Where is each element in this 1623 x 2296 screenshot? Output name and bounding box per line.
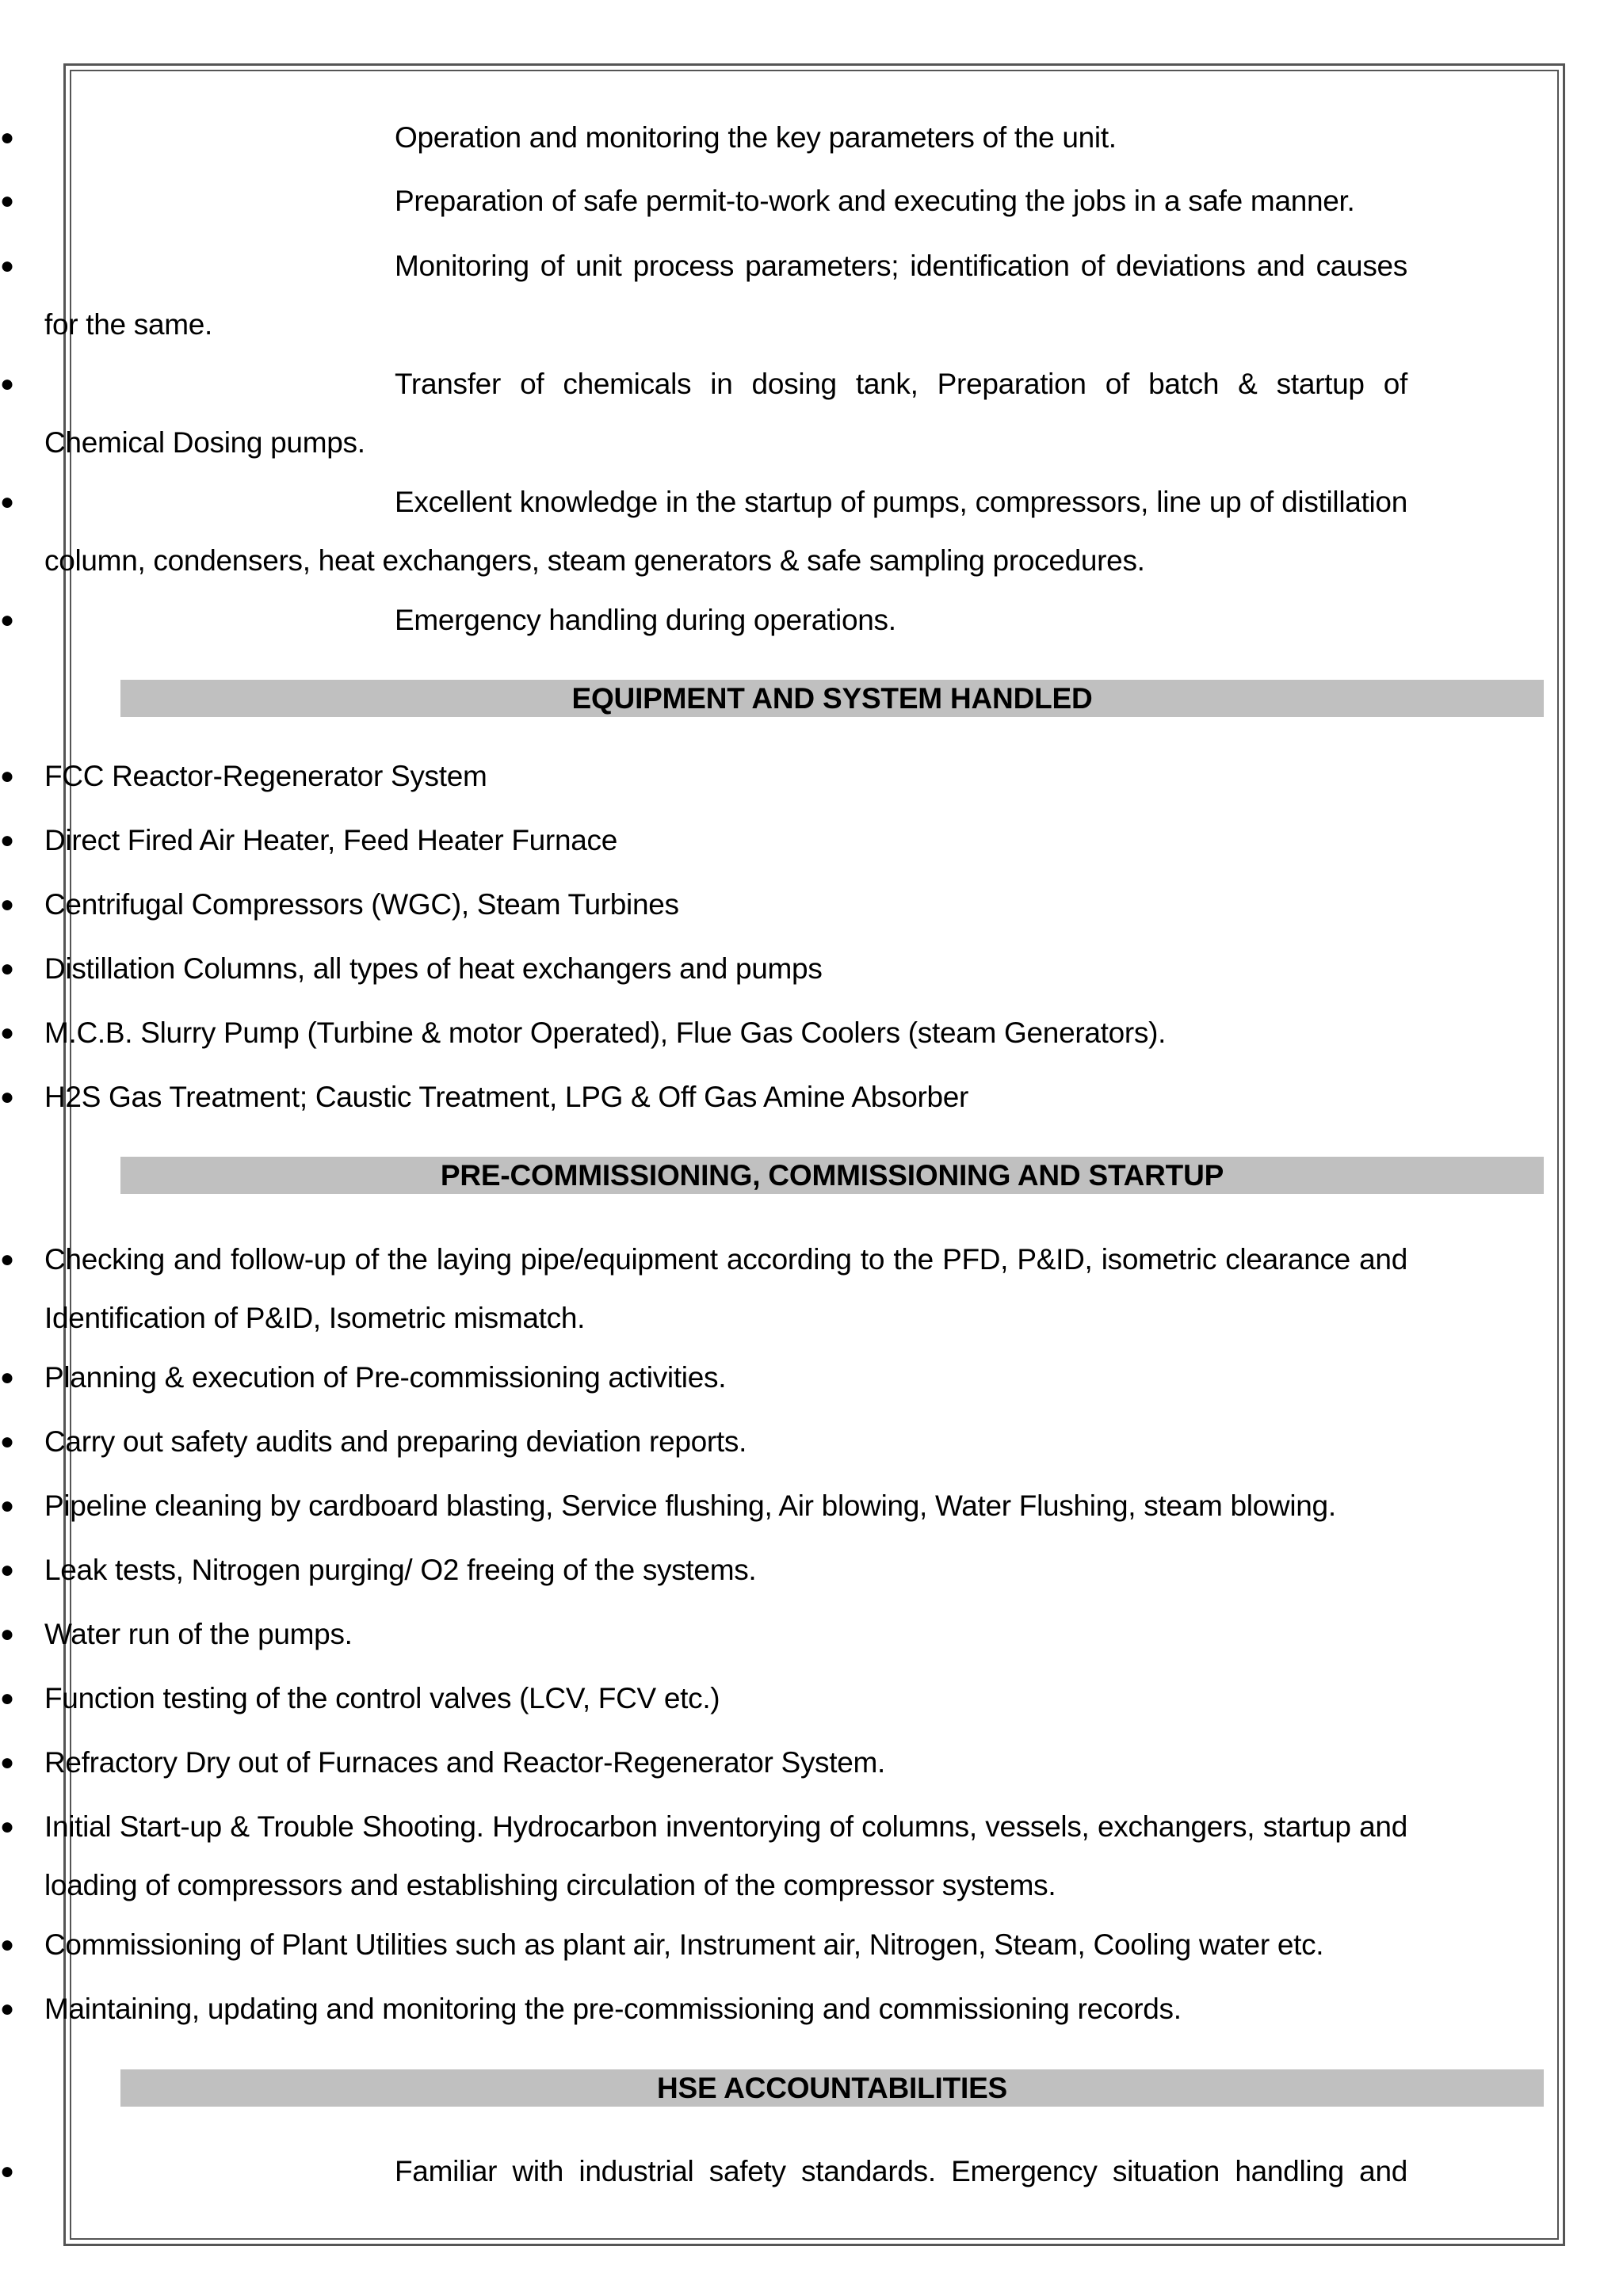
- list-item: [0, 1413, 1423, 1471]
- list-item: [0, 940, 1423, 998]
- list-item-text: Distillation Columns, all types of heat exchangers and pumps: [44, 952, 823, 985]
- list-item: [0, 1004, 1423, 1062]
- list-item-text: Maintaining, updating and monitoring the pre-commissioning and commissioning records.: [44, 1993, 1182, 2025]
- list-item-text: Emergency handling during operations.: [395, 604, 896, 636]
- list-item: [0, 473, 1423, 590]
- list-item: [0, 1733, 1423, 1792]
- list-item-text: FCC Reactor-Regenerator System: [44, 760, 487, 792]
- list-item: [0, 1980, 1423, 2039]
- list-item: [0, 1916, 1423, 1974]
- list-item-text: Leak tests, Nitrogen purging/ O2 freeing of the systems.: [44, 1554, 757, 1586]
- list-item: [0, 591, 1423, 650]
- bullet-icon: ●: [0, 489, 14, 515]
- bullet-icon: ●: [0, 763, 14, 789]
- list-item-text: Pipeline cleaning by cardboard blasting, Service flushing, Air blowing, Water Flushing, steam blowing.: [44, 1489, 1336, 1522]
- bullet-icon: ●: [0, 371, 14, 397]
- bullet-icon: ●: [0, 2158, 14, 2184]
- bullet-icon: ●: [0, 1621, 14, 1647]
- list-item-text: Carry out safety audits and preparing deviation reports.: [44, 1425, 747, 1458]
- list-item-text: Refractory Dry out of Furnaces and Reactor-Regenerator System.: [44, 1746, 886, 1779]
- list-item-text: Preparation of safe permit-to-work and executing the jobs in a safe manner.: [395, 185, 1355, 217]
- list-item-text: Function testing of the control valves (LCV, FCV etc.): [44, 1682, 720, 1714]
- bullet-icon: ●: [0, 1084, 14, 1110]
- bullet-icon: ●: [0, 1749, 14, 1775]
- list-item: [0, 747, 1423, 806]
- list-item: [0, 1669, 1423, 1728]
- section-heading-hse: HSE ACCOUNTABILITIES: [120, 2069, 1544, 2107]
- list-item-text: Transfer of chemicals in dosing tank, Preparation of batch & startup of Chemical Dosing pumps.: [44, 368, 1407, 459]
- list-item: [0, 1798, 1423, 1915]
- bullet-icon: ●: [0, 1685, 14, 1711]
- list-item: [0, 2142, 1423, 2201]
- list-item: [0, 875, 1423, 934]
- bullet-icon: ●: [0, 955, 14, 982]
- list-item-text: Checking and follow-up of the laying pipe/equipment according to the PFD, P&ID, isometric clearance and Identification of P&ID, Isometric mismatch.: [44, 1243, 1407, 1334]
- bullet-icon: ●: [0, 1020, 14, 1046]
- list-item: [0, 1230, 1423, 1348]
- list-item-text: M.C.B. Slurry Pump (Turbine & motor Operated), Flue Gas Coolers (steam Generators).: [44, 1016, 1167, 1049]
- bullet-icon: ●: [0, 253, 14, 279]
- bullet-icon: ●: [0, 891, 14, 917]
- list-item: [0, 1605, 1423, 1664]
- bullet-icon: ●: [0, 1814, 14, 1840]
- bullet-icon: ●: [0, 1246, 14, 1272]
- list-item-text: Direct Fired Air Heater, Feed Heater Furnace: [44, 824, 617, 856]
- list-item: [0, 237, 1423, 354]
- list-item: [0, 1348, 1423, 1407]
- list-item-text: Monitoring of unit process parameters; identification of deviations and causes for the same.: [44, 250, 1407, 341]
- bullet-icon: ●: [0, 1557, 14, 1583]
- bullet-icon: ●: [0, 1364, 14, 1390]
- list-item: [0, 172, 1423, 231]
- section-heading-equipment: EQUIPMENT AND SYSTEM HANDLED: [120, 680, 1544, 717]
- list-item-text: Operation and monitoring the key parameters of the unit.: [395, 121, 1117, 154]
- bullet-icon: ●: [0, 827, 14, 853]
- list-item: [0, 355, 1423, 472]
- bullet-icon: ●: [0, 1996, 14, 2022]
- list-item-text: Planning & execution of Pre-commissioning activities.: [44, 1361, 727, 1394]
- section-heading-commissioning: PRE-COMMISSIONING, COMMISSIONING AND STARTUP: [120, 1157, 1544, 1194]
- bullet-icon: ●: [0, 1493, 14, 1519]
- list-item-text: Water run of the pumps.: [44, 1618, 353, 1650]
- list-item-text: Commissioning of Plant Utilities such as plant air, Instrument air, Nitrogen, Steam, Cooling water etc.: [44, 1928, 1324, 1961]
- list-item-text: Familiar with industrial safety standards. Emergency situation handling and: [395, 2155, 1407, 2187]
- bullet-icon: ●: [0, 1428, 14, 1455]
- bullet-icon: ●: [0, 1932, 14, 1958]
- list-item-text: Initial Start-up & Trouble Shooting. Hydrocarbon inventorying of columns, vessels, exchangers, startup and loading of compressors and establishing circulation of the compressor systems.: [44, 1810, 1407, 1901]
- list-item: [0, 1477, 1423, 1535]
- bullet-icon: ●: [0, 607, 14, 633]
- bullet-icon: ●: [0, 188, 14, 214]
- list-item-text: Centrifugal Compressors (WGC), Steam Turbines: [44, 888, 679, 921]
- bullet-icon: ●: [0, 124, 14, 151]
- list-item-text: Excellent knowledge in the startup of pumps, compressors, line up of distillation column, condensers, heat exchangers, steam generators & safe sampling procedures.: [44, 486, 1407, 577]
- list-item: [0, 109, 1423, 167]
- list-item: [0, 1068, 1423, 1127]
- list-item-text: H2S Gas Treatment; Caustic Treatment, LPG & Off Gas Amine Absorber: [44, 1081, 969, 1113]
- list-item: [0, 1541, 1423, 1600]
- list-item: [0, 811, 1423, 870]
